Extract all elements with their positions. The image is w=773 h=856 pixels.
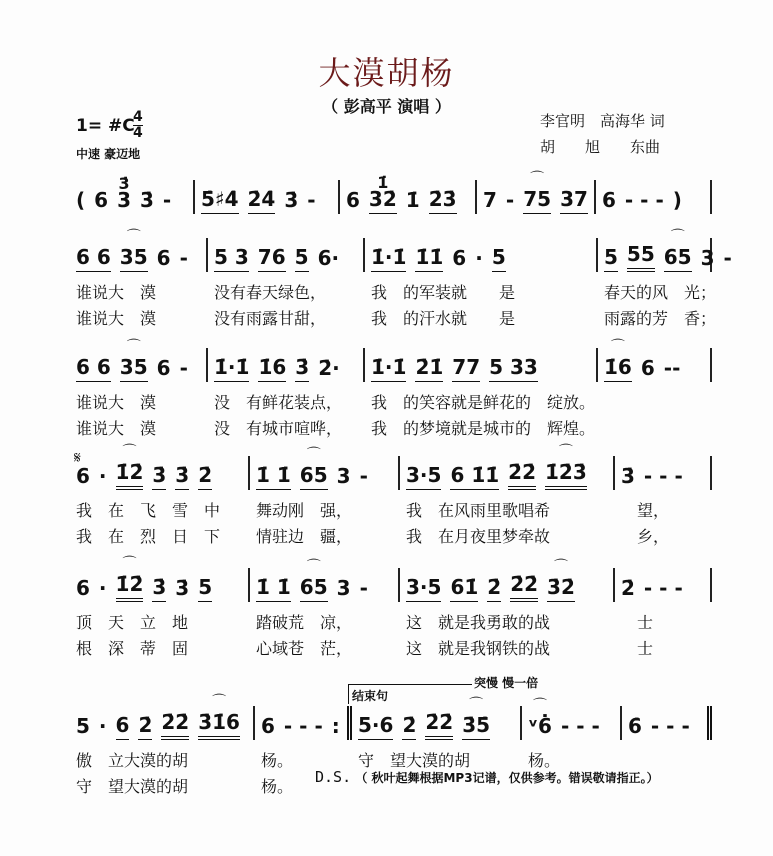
note-group: - (505, 188, 515, 212)
lyric-segment: 我 在 飞 雪 中 (76, 501, 221, 520)
note-group: 37 (560, 188, 588, 214)
note-group: 6 6 (76, 356, 111, 382)
chord-top-note: 1̇ (377, 173, 389, 192)
note-group: - (723, 246, 732, 270)
lyric-segment: 我 的梦境就是城市的 辉煌。 (371, 419, 596, 438)
note-group: ( (76, 188, 86, 212)
note-group: 2̇2̇ (510, 573, 538, 602)
measure (596, 180, 712, 214)
lyric-segment: 舞动刚 强， (256, 501, 353, 520)
note-group: 6 (76, 576, 90, 600)
note-group: - (359, 576, 368, 600)
lyric-segment: 杨。 (528, 751, 561, 770)
note-group: ⌒ 1̇6 (604, 356, 632, 382)
note-group: 6 (640, 356, 655, 380)
note-group: 2̇1̇ (415, 356, 443, 382)
lyric-segment: 心域苍 茫， (256, 639, 353, 658)
lyric-line (70, 524, 712, 547)
ending-bracket: 结束句 (348, 684, 472, 704)
note-group: 2̇ (402, 714, 416, 740)
performer: （ 彭高平 演唱 ） (322, 97, 451, 116)
lyric-segment: 这 就是我钢铁的战 (406, 639, 551, 658)
staff-row (70, 238, 732, 272)
note-group: - - - (283, 714, 323, 738)
note-group: 6 (452, 246, 467, 270)
lyric-line (70, 748, 712, 771)
note-group: ⌒ 1̇2̇ (116, 573, 144, 602)
ritardando-marking: 突慢 慢一倍 (474, 676, 539, 690)
note-group: 1̇ 1̇ (256, 464, 291, 490)
lyric-segment (522, 774, 622, 797)
measure (70, 456, 250, 490)
lyric-segment (622, 748, 712, 771)
note-group: 3 (336, 576, 351, 600)
lyric-segment: 谁说大 漠 (76, 393, 157, 412)
lyricists: 李官明 高海华 词 (540, 112, 665, 130)
note-group: 1̇ (405, 188, 420, 212)
staff-row (70, 348, 712, 382)
note-group: ⌒ 3̇5̇ (462, 714, 490, 740)
note-group: 6 6 (76, 246, 111, 272)
measure (70, 706, 255, 740)
note-group: - - - (650, 714, 690, 738)
note-group: - (179, 356, 188, 380)
measure (598, 348, 712, 382)
note-group: - - - (643, 576, 683, 600)
note-group: · (98, 464, 107, 488)
measure (250, 568, 400, 602)
transcription-note: （ 秋叶起舞根据MP3记谱，仅供参考。错误敬请指正。） (355, 771, 659, 785)
note-group: 5·6 (358, 714, 393, 740)
note-group: ⌒ 3̇2̇ (547, 576, 575, 602)
lyric-segment: 杨。 (261, 751, 294, 770)
note-group: : (331, 714, 340, 738)
note-group: · (98, 576, 107, 600)
note-group: 3̇ (139, 188, 154, 212)
note-group: 5 (76, 714, 90, 738)
measure (615, 456, 712, 490)
lyric-segment: 没 有城市喧哗， (214, 419, 343, 438)
note-group: ⌒ 35 (120, 356, 148, 382)
lyric-segment: 望， (621, 501, 670, 520)
lyric-segment: 我 在 烈 日 下 (76, 527, 221, 546)
lyric-segment: 谁说大 漠 (76, 309, 157, 328)
lyric-line (70, 306, 717, 329)
note-group: 5 3 (214, 246, 249, 272)
note-group: 2̇ (138, 714, 152, 740)
lyric-line (70, 498, 712, 521)
time-top: 4 (133, 109, 143, 125)
note-group: 2̇ (487, 576, 501, 602)
note-group: 3 (700, 246, 715, 270)
note-group: 6 (76, 464, 90, 488)
measure (615, 568, 712, 602)
note-group: -- (663, 356, 681, 380)
tempo-marking: 中速 豪迈地 (76, 147, 141, 161)
measure (477, 180, 596, 214)
staff-row (70, 173, 712, 214)
measure (70, 348, 208, 382)
lyric-segment: 我 的军装就 是 (371, 283, 516, 302)
note-group: · (98, 714, 107, 738)
measure (70, 238, 208, 272)
lyric-segment: 我 在风雨里歌唱希 (406, 501, 551, 520)
note-group: 2̇4̇ (248, 188, 276, 214)
lyric-segment: 没有春天绿色， (214, 283, 327, 302)
note-group: 3̇ (175, 464, 189, 490)
lyric-line (70, 416, 712, 439)
credits (540, 108, 665, 160)
lyric-line (70, 774, 712, 797)
note-group: 7 (483, 188, 497, 212)
note-group: 5 (198, 576, 212, 602)
note-group: 6 (156, 246, 171, 270)
note-group: 2̇2̇ (508, 461, 536, 490)
measure (195, 180, 340, 214)
lyric-segment: 这 就是我勇敢的战 (406, 613, 551, 632)
note-group: 1̇·1̇ (371, 356, 406, 382)
note-group: 2̇2̇ (425, 711, 453, 740)
measure (255, 706, 352, 740)
note-group: - - - (560, 714, 600, 738)
measure (208, 348, 365, 382)
lyric-line (70, 636, 712, 659)
note-group: 6 1̇1̇ (450, 464, 499, 490)
note-group: 6 (602, 188, 616, 212)
lyric-segment: 我 在月夜里梦牵故 (406, 527, 551, 546)
note-group: 3·5 (406, 464, 441, 490)
measure (400, 568, 615, 602)
lyric-segment: 踏破荒 凉， (256, 613, 353, 632)
lyric-segment: 春天的风 光； (604, 283, 717, 302)
measure (70, 568, 250, 602)
note-group: 1̇6 (258, 356, 286, 382)
measure (208, 238, 365, 272)
note-group: 3̇ (295, 356, 309, 382)
note-group: 1̇1̇ (415, 246, 443, 272)
note-group: 3 3̇ (117, 174, 131, 212)
lyric-segment: 根 深 蒂 固 (76, 639, 189, 658)
note-group: 6 (116, 714, 130, 740)
measure (70, 174, 195, 214)
note-group: 1̇ 1̇ (256, 576, 291, 602)
note-group: - (179, 246, 188, 270)
note-group: 1̇·1̇ (371, 246, 406, 272)
time-bottom: 4 (133, 125, 143, 141)
measure (250, 456, 400, 490)
note-group: 3̇ (621, 464, 635, 488)
composer: 胡 旭 东曲 (540, 138, 661, 156)
note-group: 6 (346, 188, 360, 212)
note-group: 2̇3̇ (429, 188, 457, 214)
note-group: 3·5 (406, 576, 441, 602)
note-group: - - - (624, 188, 664, 212)
lyric-segment (352, 774, 522, 797)
note-group: - (162, 188, 172, 212)
measure (598, 238, 732, 272)
lyric-segment: 士 (621, 639, 654, 658)
song-title: 大漠胡杨 (318, 54, 455, 92)
lyric-segment: 傲 立大漠的胡 (76, 751, 189, 770)
note-group: 3̇ (284, 188, 299, 212)
note-group: - (307, 188, 316, 212)
note-group: 6 (94, 188, 109, 212)
note-group: 3̇ (152, 464, 166, 490)
lyric-line (70, 610, 712, 633)
measure (522, 706, 622, 740)
note-group: 3̇ (152, 576, 166, 602)
note-group: 61̇ (450, 576, 478, 602)
note-group: ⌒ 35 (120, 246, 148, 272)
chord-top-note: 3̇ (118, 174, 130, 193)
lyric-segment: 情驻边 疆， (256, 527, 353, 546)
staff-row (70, 706, 712, 740)
note-group: 3 (336, 464, 351, 488)
key-signature: 1= #C (76, 116, 135, 136)
lyric-segment: 乡， (621, 527, 670, 546)
lyric-segment (598, 390, 712, 413)
segno-icon: 𝄋 (74, 448, 81, 467)
lyric-segment: 谁说大 漠 (76, 419, 157, 438)
measure (352, 706, 522, 740)
lyric-segment: 没 有鲜花装点， (214, 393, 343, 412)
measure (365, 238, 598, 272)
lyric-segment: 守 望大漠的胡 (358, 751, 471, 770)
note-group: 6 (156, 356, 171, 380)
lyric-segment: 我 的笑容就是鲜花的 绽放。 (371, 393, 596, 412)
note-group: ⌒ 1̇2̇ (116, 461, 144, 490)
note-group: 77 (452, 356, 480, 382)
measure (365, 348, 598, 382)
lyric-segment: 谁说大 漠 (76, 283, 157, 302)
note-group: 6· (317, 246, 340, 270)
note-group: - - - (643, 464, 683, 488)
note-group: 2̇ (621, 576, 635, 600)
note-group: 5 (295, 246, 309, 272)
note-group: ⌒ 3̇1̇6 (198, 711, 240, 740)
note-group: ⌒ ᵛ6̇ (528, 715, 552, 740)
lyric-segment: 雨露的芳 香； (604, 309, 717, 328)
note-group: 76 (258, 246, 286, 272)
lyric-line (70, 280, 717, 303)
lyric-segment: 士 (621, 613, 654, 632)
note-group: · (475, 246, 483, 270)
note-group: 6̇ (628, 714, 642, 738)
lyric-segment: 顶 天 立 地 (76, 613, 189, 632)
note-group: 2̇ (198, 464, 212, 490)
note-group: 3̇ (175, 576, 190, 600)
note-group: 2̇2̇ (161, 711, 189, 740)
note-group: ⌒ 1̇2̇3̇ (545, 461, 587, 490)
lyric-segment (622, 774, 712, 797)
note-group: 5 (604, 246, 618, 272)
measure (340, 173, 477, 214)
note-group: 2̇· (318, 356, 340, 380)
lyric-segment: 守 望大漠的胡 (76, 777, 189, 796)
note-group: 55 (627, 243, 655, 272)
lyric-line (70, 390, 712, 413)
note-group: 6 (261, 714, 275, 738)
lyric-segment (598, 416, 712, 439)
note-group: 5̇♯4̇ (201, 188, 239, 214)
note-group: ⌒ 65 (300, 464, 328, 490)
note-group: ⌒ 75 (523, 188, 551, 214)
note-group: 1̇·1̇ (214, 356, 249, 382)
lyric-segment: 杨。 (261, 777, 294, 796)
measure (622, 706, 712, 740)
note-group: ) (672, 188, 682, 212)
note-group: ⌒ 65 (300, 576, 328, 602)
note-group: ⌒ 65 (664, 246, 692, 272)
note-group: - (359, 464, 368, 488)
note-group: 32̇ 1̇ (369, 188, 397, 214)
lyric-segment: 没有雨露甘甜， (214, 309, 327, 328)
measure (400, 456, 615, 490)
lyric-segment: 我 的汗水就 是 (371, 309, 516, 328)
note-group: 5 (492, 246, 506, 272)
staff-row (70, 568, 712, 602)
staff-row (70, 456, 712, 490)
dal-segno: D.S. (315, 768, 352, 786)
time-signature (133, 110, 143, 141)
note-group: 5 33 (489, 356, 538, 382)
